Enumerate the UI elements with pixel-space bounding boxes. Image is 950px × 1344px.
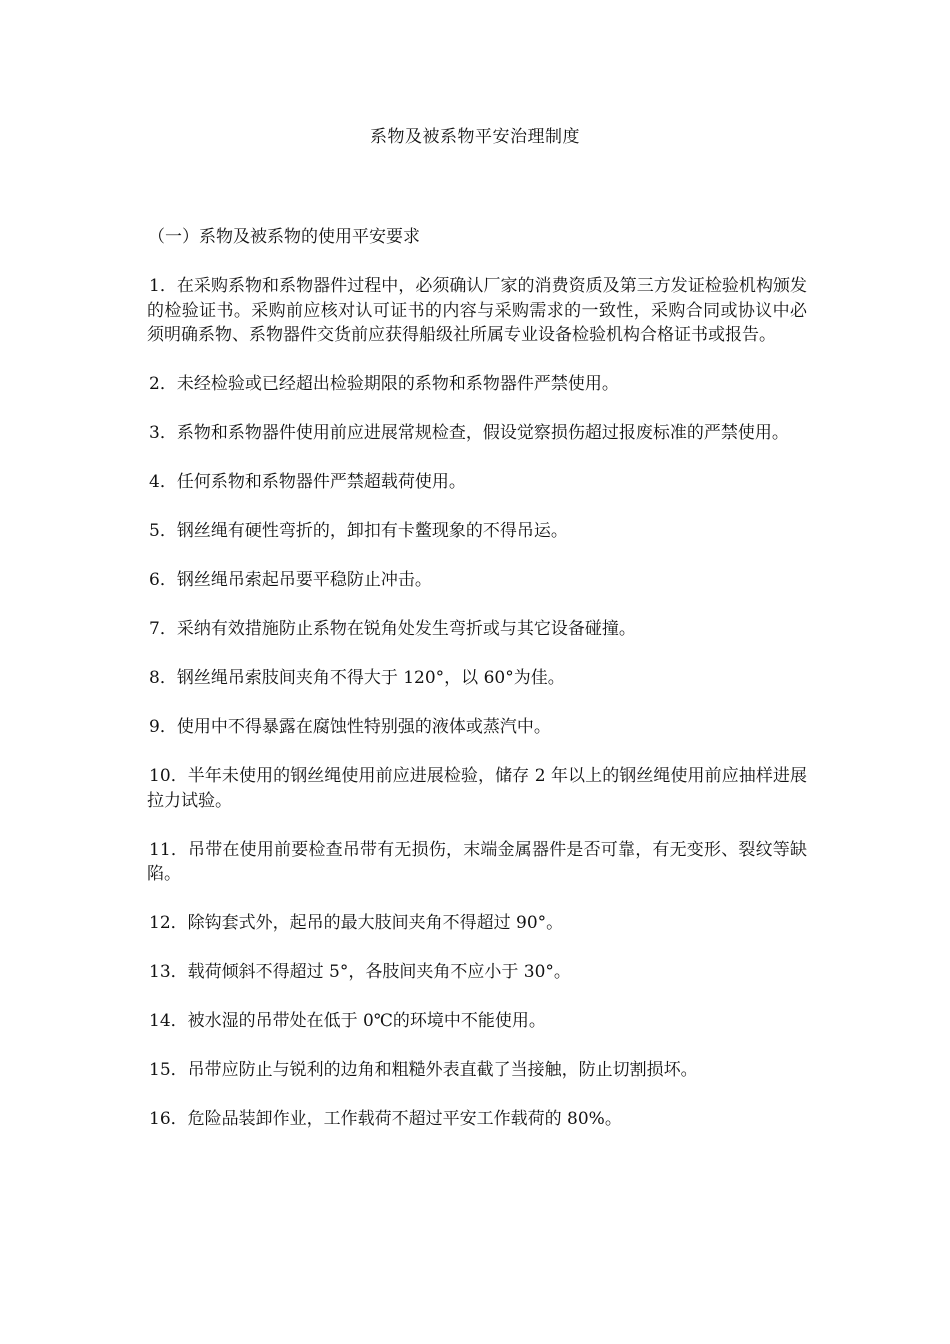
item-text: 除钩套式外，起吊的最大肢间夹角不得超过 90°。: [187, 913, 564, 933]
list-item: [147, 764, 807, 813]
item-number: 13．: [149, 962, 188, 982]
list-item: [147, 617, 807, 642]
item-text: 使用中不得暴露在腐蚀性特别强的液体或蒸汽中。: [176, 717, 551, 737]
section-heading: （一）系物及被系物的使用平安要求: [148, 227, 420, 247]
item-number: 8．: [149, 668, 177, 688]
item-text: 被水湿的吊带处在低于 0℃的环境中不能使用。: [187, 1011, 546, 1031]
item-number: 6．: [149, 570, 177, 590]
list-item: [147, 1058, 807, 1083]
list-item: [147, 1107, 807, 1132]
item-number: 16．: [149, 1109, 188, 1129]
item-number: 14．: [149, 1011, 188, 1031]
list-item: [147, 274, 807, 348]
item-text: 未经检验或已经超出检验期限的系物和系物器件严禁使用。: [176, 374, 619, 394]
item-number: 15．: [149, 1060, 188, 1080]
item-text: 任何系物和系物器件严禁超载荷使用。: [176, 472, 466, 492]
list-item: [147, 421, 807, 446]
item-text: 吊带应防止与锐利的边角和粗糙外表直截了当接触，防止切割损坏。: [187, 1060, 698, 1080]
item-text: 系物和系物器件使用前应进展常规检查，假设觉察损伤超过报废标准的严禁使用。: [176, 423, 789, 443]
list-item: [147, 666, 807, 691]
list-item: [147, 519, 807, 544]
item-text: 钢丝绳有硬性弯折的，卸扣有卡鳖现象的不得吊运。: [176, 521, 568, 541]
list-item: [147, 960, 807, 985]
list-item: [147, 568, 807, 593]
list-item: [147, 715, 807, 740]
item-number: 12．: [149, 913, 188, 933]
list-item: [147, 470, 807, 495]
item-number: 11．: [149, 839, 189, 860]
list-item: [147, 911, 807, 936]
item-number: 9．: [149, 717, 177, 737]
list-item: [147, 838, 807, 887]
item-text: 钢丝绳吊索起吊要平稳防止冲击。: [176, 570, 432, 590]
item-text: 钢丝绳吊索肢间夹角不得大于 120°，以 60°为佳。: [176, 668, 565, 688]
item-number: 4．: [149, 472, 177, 492]
item-text: 吊带在使用前要检查吊带有无损伤，末端金属器件是否可靠，有无变形、裂纹等缺陷。: [147, 839, 807, 884]
list-item: [147, 372, 807, 397]
item-text: 采纳有效措施防止系物在锐角处发生弯折或与其它设备碰撞。: [176, 619, 636, 639]
item-number: 3．: [149, 423, 177, 443]
item-number: 1．: [149, 276, 177, 296]
item-text: 载荷倾斜不得超过 5°，各肢间夹角不应小于 30°。: [187, 962, 571, 982]
item-text: 在采购系物和系物器件过程中，必须确认厂家的消费资质及第三方发证检验机构颁发的检验证书。采购前应核对认可证书的内容与采购需求的一致性，采购合同或协议中必须明确系物、系物器件交货前应获得船级社所属专业设备检验机构合格证书或报告。: [147, 276, 807, 345]
item-number: 7．: [149, 619, 177, 639]
list-item: [147, 1009, 807, 1034]
item-text: 半年未使用的钢丝绳使用前应进展检验，储存 2 年以上的钢丝绳使用前应抽样进展拉力试验。: [147, 766, 807, 811]
item-number: 10．: [149, 766, 188, 786]
item-text: 危险品装卸作业，工作载荷不超过平安工作载荷的 80%。: [187, 1109, 622, 1129]
document-title: 系物及被系物平安治理制度: [370, 127, 580, 147]
rules-list: [147, 274, 807, 1156]
item-number: 5．: [149, 521, 177, 541]
item-number: 2．: [149, 374, 177, 394]
